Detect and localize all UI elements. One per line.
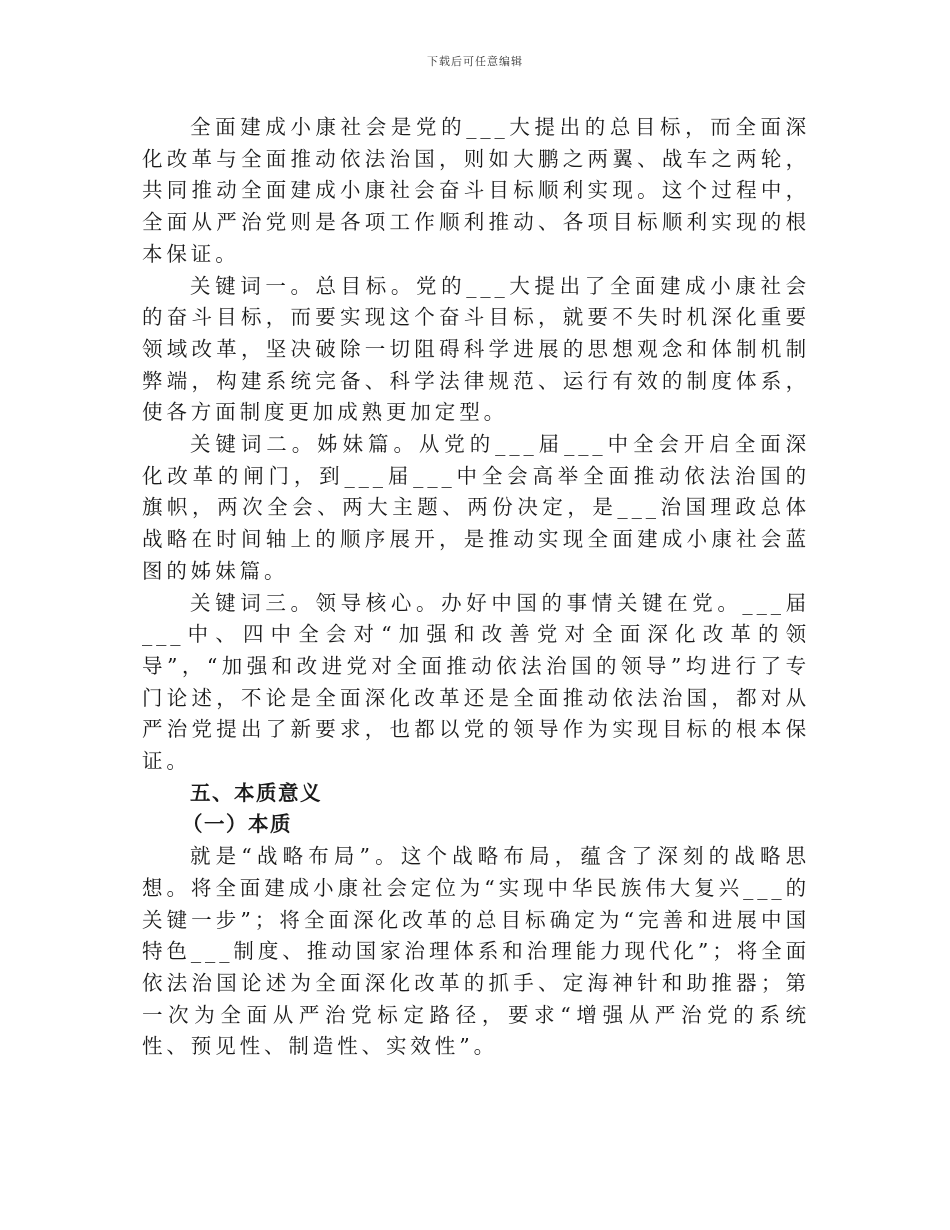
section-heading: 五、本质意义 [190,780,322,805]
subsection-heading: （一）本质 [182,812,292,837]
document-body [142,112,810,1063]
paragraph-2: 关键词一。总目标。党的___大提出了全面建成小康社会的奋斗目标，而要实现这个奋斗目标，就要不失时机深化重要领域改革，坚决破除一切阻碍科学进展的思想观念和体制机制弊端，构建系统完备、科学法律规范、运行有效的制度体系，使各方面制度更加成熟更加定型。 [142,273,810,425]
header-note: 下载后可任意编辑 [427,55,523,68]
paragraph-3: 关键词二。姊妹篇。从党的___届___中全会开启全面深化改革的闸门，到___届___中全会高举全面推动依法治国的旗帜，两次全会、两大主题、两份决定，是___治国理政总体战略在时间轴上的顺序展开，是推动实现全面建成小康社会蓝图的姊妹篇。 [142,432,810,583]
paragraph-4: 关键词三。领导核心。办好中国的事情关键在党。___届___中、四中全会对“加强和改善党对全面深化改革的领导”，“加强和改进党对全面推动依法治国的领导”均进行了专门论述，不论是全面深化改革还是全面推动依法治国，都对从严治党提出了新要求，也都以党的领导作为实现目标的根本保证。 [142,590,810,774]
paragraph-1: 全面建成小康社会是党的___大提出的总目标，而全面深化改革与全面推动依法治国，则如大鹏之两翼、战车之两轮，共同推动全面建成小康社会奋斗目标顺利实现。这个过程中，全面从严治党则是各项工作顺利推动、各项目标顺利实现的根本保证。 [142,115,810,266]
paragraph-5: 就是“战略布局”。这个战略布局，蕴含了深刻的战略思想。将全面建成小康社会定位为“实现中华民族伟大复兴___的关键一步”；将全面深化改革的总目标确定为“完善和进展中国特色___制度、推动国家治理体系和治理能力现代化”；将全面依法治国论述为全面深化改革的抓手、定海神针和助推器；第一次为全面从严治党标定路径，要求“增强从严治党的系统性、预见性、制造性、实效性”。 [142,844,810,1059]
